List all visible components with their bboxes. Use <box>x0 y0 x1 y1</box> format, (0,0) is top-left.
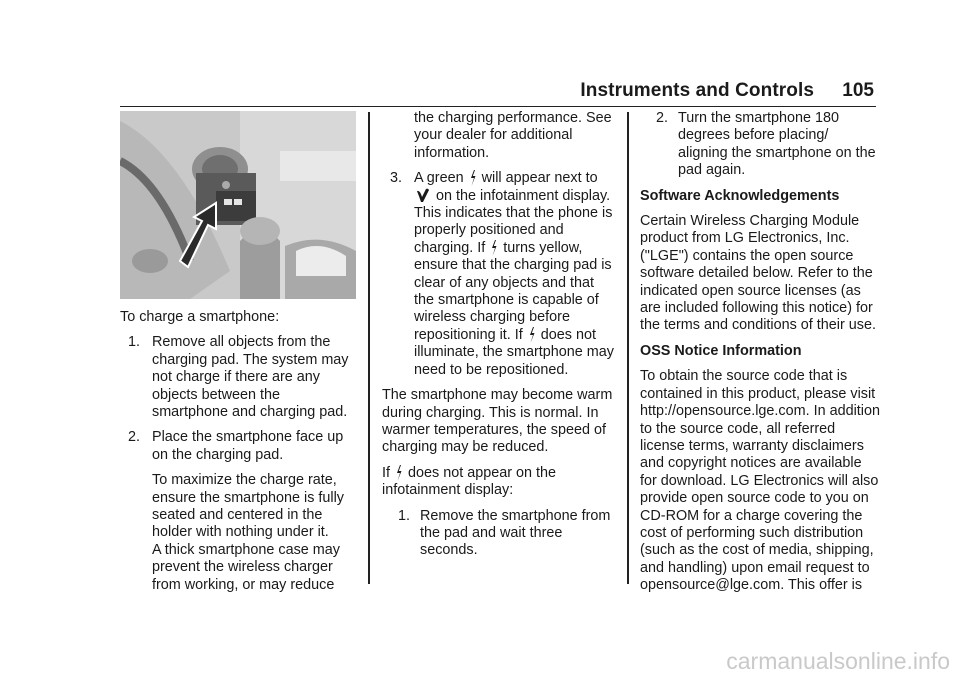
column-3 <box>640 110 880 595</box>
step-text: will appear next to <box>481 170 598 187</box>
column-1 <box>120 111 356 594</box>
page-number: 105 <box>842 80 874 101</box>
paragraph-text: does not appear on the infotainment display: <box>382 464 557 499</box>
step-text: does not illuminate, the smartphone may need to be repositioned. <box>414 326 614 378</box>
column-divider <box>368 112 370 584</box>
charging-pad-photo <box>120 111 356 299</box>
watermark: carmanualsonline.info <box>726 648 950 674</box>
step-number: 2. <box>656 110 669 126</box>
wireless-charge-bolt-icon <box>491 240 497 256</box>
list-item <box>382 508 616 560</box>
heading-oss-notice: OSS Notice Information <box>640 342 802 359</box>
column-divider <box>627 112 629 584</box>
paragraph: the charging performance. See your dealer for additional information. <box>414 110 612 161</box>
step-text: Place the smartphone face up on the charging pad. <box>152 429 344 463</box>
list-item <box>120 429 356 464</box>
step-text: turns yellow, ensure that the charging pad is clear of any objects and that the smartphone is capable of wireless charging before repositioning it. If <box>414 239 612 343</box>
step-number: 3. <box>390 170 403 187</box>
paragraph: Certain Wireless Charging Module product from LG Electronics, Inc. ("LGE") contains the open source software detailed below. Refer to the indicated open source licenses (as are included following this notice) for the terms and conditions of their use. <box>640 213 876 334</box>
step-number: 1. <box>128 334 141 351</box>
intro-text: To charge a smartphone: <box>120 309 280 325</box>
step-number: 2. <box>128 429 141 446</box>
step-text: Remove all objects from the charging pad. The system may not charge if there are any objects between the smartphone and charging pad. <box>152 334 349 421</box>
column-2 <box>382 110 616 560</box>
paragraph: A thick smartphone case may prevent the wireless charger from working, or may reduce <box>152 541 340 593</box>
paragraph: To maximize the charge rate, ensure the smartphone is fully seated and centered in the holder with nothing under it. <box>152 472 344 541</box>
wireless-charge-bolt-icon <box>396 465 402 481</box>
wireless-charge-bolt-icon <box>529 327 535 343</box>
step-text: on the infotainment display. This indicates that the phone is properly positioned and charging. If <box>414 187 613 256</box>
heading-software-acknowledgements: Software Acknowledgements <box>640 187 840 204</box>
paragraph-text: If <box>382 464 390 481</box>
wireless-charge-bolt-icon <box>470 170 476 186</box>
list-item <box>382 170 616 379</box>
paragraph <box>382 465 616 500</box>
section-title: Instruments and Controls <box>580 80 814 101</box>
step-text: A green <box>414 170 464 187</box>
step-text: Turn the smartphone 180 degrees before placing/ aligning the smartphone on the pad again. <box>678 110 876 179</box>
page-header <box>120 76 876 107</box>
list-item <box>640 110 880 180</box>
phone-projection-icon <box>416 188 430 203</box>
paragraph: To obtain the source code that is contained in this product, please visit http://opensource.lge.com. In addition to the source code, all referred license terms, warranty disclaimers and copyright notices are available for download. LG Electronics will also provide open source code to you on CD-ROM for a charge covering the cost of performing such distribution (such as the cost of media, shipping, and handling) upon email request to opensource@lge.com. This offer is <box>640 368 880 594</box>
paragraph: The smartphone may become warm during charging. This is normal. In warmer temperatures, the speed of charging may be reduced. <box>382 387 613 456</box>
list-item <box>120 334 356 421</box>
step-text: Remove the smartphone from the pad and wait three seconds. <box>420 507 611 559</box>
step-number: 1. <box>398 507 411 524</box>
